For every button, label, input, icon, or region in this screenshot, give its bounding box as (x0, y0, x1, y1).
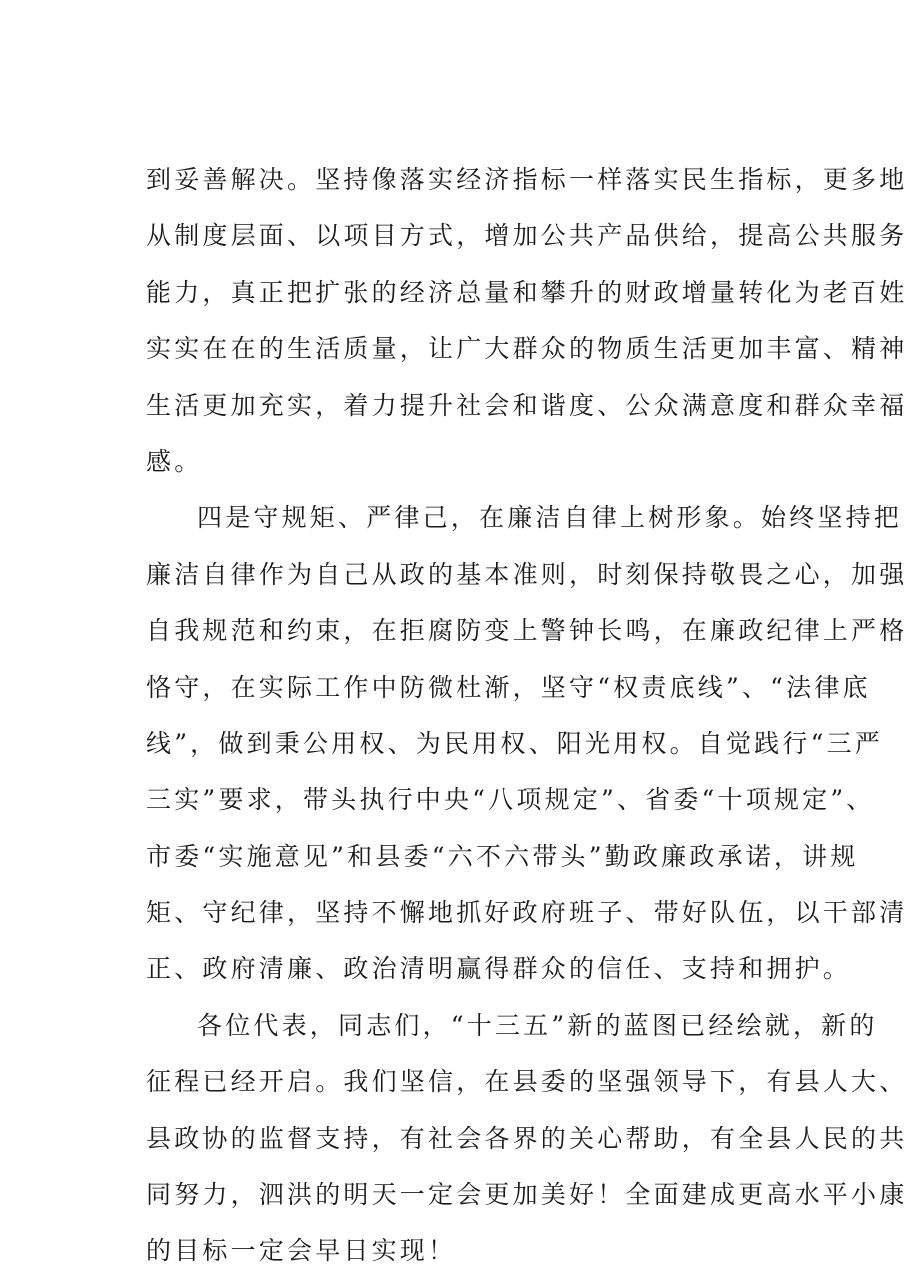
text-line: 同努力，泗洪的明天一定会更加美好！全面建成更高水平小康 (146, 1180, 908, 1210)
text-line: 市委“实施意见”和县委“六不六带头”勤政廉政承诺，讲规 (146, 841, 859, 871)
paragraph-first-line: 四是守规矩、严律己，在廉洁自律上树形象。始终坚持把 (197, 503, 903, 533)
text-line: 自我规范和约束，在拒腐防变上警钟长鸣，在廉政纪律上严格 (146, 616, 908, 646)
text-line: 正、政府清廉、政治清明赢得群众的信任、支持和拥护。 (146, 954, 852, 984)
text-line: 廉洁自律作为自己从政的基本准则，时刻保持敬畏之心，加强 (146, 559, 908, 589)
text-line: 从制度层面、以项目方式，增加公共产品供给，提高公共服务 (146, 221, 908, 251)
text-line: 线”，做到秉公用权、为民用权、阳光用权。自觉践行“三严 (146, 728, 883, 758)
text-line: 矩、守纪律，坚持不懈地抓好政府班子、带好队伍，以干部清 (146, 898, 908, 928)
text-line: 实实在在的生活质量，让广大群众的物质生活更加丰富、精神 (146, 334, 908, 364)
text-line: 的目标一定会早日实现！ (146, 1236, 457, 1266)
text-line: 感。 (146, 446, 203, 476)
document-body (146, 152, 908, 1280)
text-line: 生活更加充实，着力提升社会和谐度、公众满意度和群众幸福 (146, 390, 908, 420)
paragraph-first-line: 各位代表，同志们，“十三五”新的蓝图已经绘就，新的 (197, 1010, 878, 1040)
text-line: 恪守，在实际工作中防微杜渐，坚守“权责底线”、“法律底 (146, 672, 871, 702)
text-line: 到妥善解决。坚持像落实经济指标一样落实民生指标，更多地 (146, 165, 908, 194)
text-line: 三实”要求，带头执行中央“八项规定”、省委“十项规定”、 (146, 785, 875, 815)
text-line: 能力，真正把扩张的经济总量和攀升的财政增量转化为老百姓 (146, 277, 908, 307)
text-line: 征程已经开启。我们坚信，在县委的坚强领导下，有县人大、 (146, 1067, 908, 1097)
text-line: 县政协的监督支持，有社会各界的关心帮助，有全县人民的共 (146, 1123, 908, 1153)
